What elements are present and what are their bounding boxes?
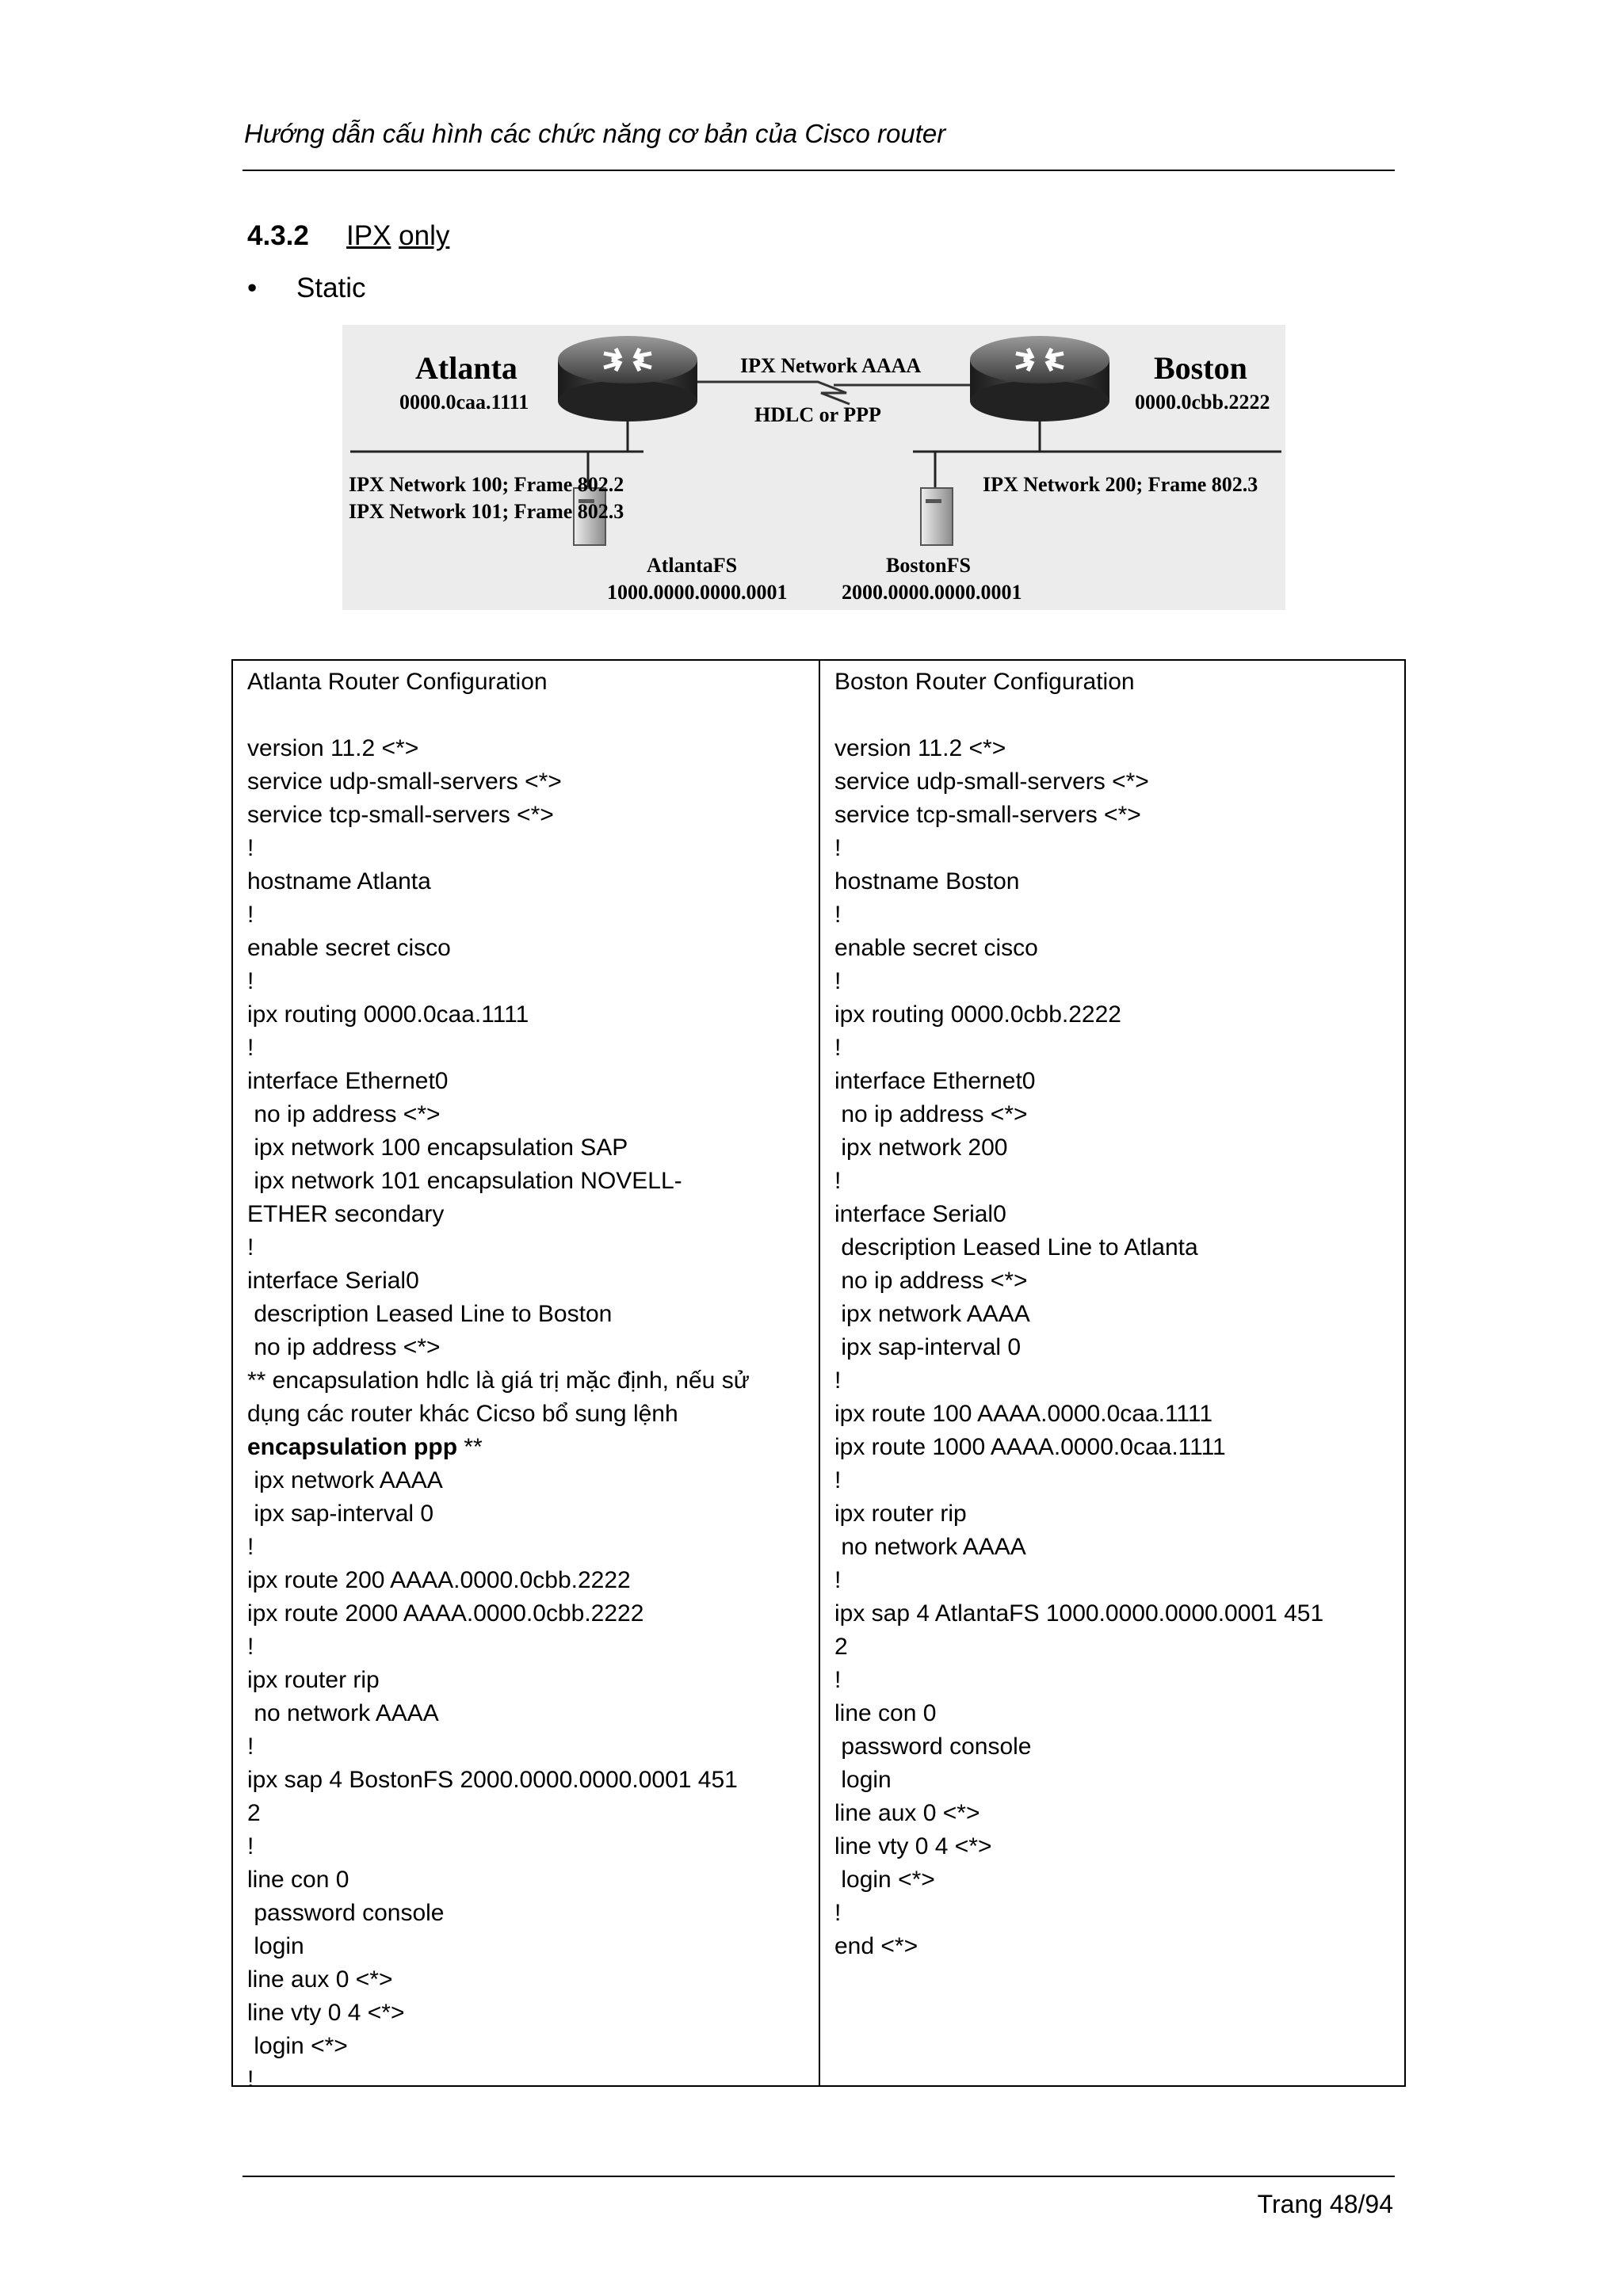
config-line: ipx sap 4 BostonFS 2000.0000.0000.0001 451 [247,1767,738,1793]
config-line: ipx network 101 encapsulation NOVELL- [247,1168,682,1194]
config-line: ! [834,1667,842,1693]
boston-config-column [819,661,1404,2085]
config-line: hostname Boston [834,868,1020,894]
config-line: ipx network 100 encapsulation SAP [247,1135,628,1161]
section-number: 4.3.2 [247,220,309,251]
bostonfs-address: 2000.0000.0000.0001 [842,581,1022,604]
config-line: login <*> [247,2033,348,2059]
boston-router-icon [970,336,1109,421]
config-bold-suffix: ** [457,1434,483,1460]
config-line: ! [834,968,842,994]
config-line: service udp-small-servers <*> [834,769,1149,795]
config-line: ipx sap-interval 0 [834,1334,1022,1360]
config-line: interface Serial0 [247,1268,419,1294]
config-line: ! [247,2066,254,2092]
boston-address: 0000.0cbb.2222 [1135,391,1270,414]
config-line: line con 0 [247,1867,349,1893]
config-line: line aux 0 <*> [834,1800,980,1826]
page-header: Hướng dẫn cấu hình các chức năng cơ bản của Cisco router [244,119,946,148]
config-bold-command: encapsulation ppp [247,1434,458,1460]
config-line: ETHER secondary [247,1201,445,1227]
config-line: ! [247,1733,254,1760]
boston-label: Boston [1154,350,1247,386]
bullet-item [247,273,366,304]
config-line: ipx route 2000 AAAA.0000.0cbb.2222 [247,1600,644,1627]
config-line: no ip address <*> [247,1101,441,1127]
config-line: ipx routing 0000.0cbb.2222 [834,1001,1121,1028]
footer-rule [242,2176,1395,2177]
config-line: interface Ethernet0 [247,1068,449,1094]
header-rule [242,170,1395,171]
config-line: 2 [247,1800,261,1826]
config-line: dụng các router khác Cicso bổ sung lệnh [247,1401,678,1427]
config-line: ipx sap 4 AtlantaFS 1000.0000.0000.0001 451 [834,1600,1324,1627]
config-line: ipx network AAAA [834,1301,1030,1327]
boston-net-label: IPX Network 200; Frame 802.3 [983,473,1258,496]
config-line: hostname Atlanta [247,868,431,894]
config-line: version 11.2 <*> [834,735,1006,761]
atlantafs-address: 1000.0000.0000.0001 [607,581,788,604]
config-line: enable secret cisco [834,935,1038,961]
config-line: login <*> [834,1867,935,1893]
config-line: ! [247,1234,254,1261]
config-line [247,1431,811,1464]
config-line: service udp-small-servers <*> [247,769,562,795]
config-line: ! [834,902,842,928]
config-line: ! [247,968,254,994]
config-line: line aux 0 <*> [247,1966,393,1993]
config-line: interface Serial0 [834,1201,1006,1227]
config-table [231,659,1406,2092]
section-heading [247,220,449,252]
config-line: ipx router rip [834,1501,967,1527]
config-line: line vty 0 4 <*> [247,2000,405,2026]
config-line: ! [247,1833,254,1859]
atlanta-label: Atlanta [415,350,517,386]
config-line: ! [834,1168,842,1194]
atlanta-config-title: Atlanta Router Configuration [247,669,548,695]
atlanta-config-column [233,661,819,2092]
config-line: password console [247,1900,445,1926]
config-line: no ip address <*> [247,1334,441,1360]
atlanta-config-lines [247,732,811,2096]
config-line: no ip address <*> [834,1268,1028,1294]
config-line: ipx network AAAA [247,1467,443,1493]
config-line: ipx router rip [247,1667,380,1693]
atlanta-address: 0000.0caa.1111 [399,391,529,414]
config-line: end <*> [834,1933,918,1959]
config-line: ! [247,1634,254,1660]
config-line: service tcp-small-servers <*> [247,802,554,828]
bullet-text: Static [296,273,366,303]
config-line: 2 [834,1634,848,1660]
config-line: ! [834,1467,842,1493]
config-line: ipx routing 0000.0caa.1111 [247,1001,529,1028]
config-line: ipx route 1000 AAAA.0000.0caa.1111 [834,1434,1226,1460]
config-line: service tcp-small-servers <*> [834,802,1141,828]
boston-config-title: Boston Router Configuration [834,669,1135,695]
section-title: IPX only [346,220,450,251]
config-line: ** encapsulation hdlc là giá trị mặc định, nếu sử [247,1367,750,1394]
config-line: ! [247,835,254,861]
config-line: password console [834,1733,1032,1760]
config-line: description Leased Line to Atlanta [834,1234,1198,1261]
atlanta-net-label-1: IPX Network 100; Frame 802.2 [349,473,624,496]
network-diagram [342,325,1285,610]
config-line: ! [247,1534,254,1560]
bostonfs-label: BostonFS [886,554,971,577]
config-line: login [834,1767,892,1793]
page-number: Trang 48/94 [1257,2190,1393,2218]
link-protocol-label: HDLC or PPP [754,403,881,426]
config-line: ! [247,1035,254,1061]
config-line: ! [834,1900,842,1926]
config-line: interface Ethernet0 [834,1068,1036,1094]
config-line: description Leased Line to Boston [247,1301,613,1327]
config-line: ipx route 200 AAAA.0000.0cbb.2222 [247,1567,631,1593]
config-line: ! [834,835,842,861]
boston-config-lines [834,732,1396,1963]
atlanta-router-icon [558,336,697,421]
config-line: line con 0 [834,1700,937,1726]
config-line: ! [834,1035,842,1061]
config-line: ! [247,902,254,928]
config-line: ! [834,1367,842,1394]
atlanta-net-label-2: IPX Network 101; Frame 802.3 [349,500,624,523]
config-line: login [247,1933,304,1959]
atlantafs-label: AtlantaFS [647,554,738,577]
config-line: ! [834,1567,842,1593]
config-line: no ip address <*> [834,1101,1028,1127]
config-line: line vty 0 4 <*> [834,1833,992,1859]
bostonfs-server-icon [921,488,953,545]
config-line: no network AAAA [834,1534,1026,1560]
config-line: no network AAAA [247,1700,439,1726]
config-line: version 11.2 <*> [247,735,419,761]
config-line: ipx sap-interval 0 [247,1501,434,1527]
bullet-dot: • [247,273,258,303]
config-line: ipx route 100 AAAA.0000.0caa.1111 [834,1401,1213,1427]
link-network-label: IPX Network AAAA [740,354,922,377]
config-line: enable secret cisco [247,935,451,961]
config-line: ipx network 200 [834,1135,1008,1161]
